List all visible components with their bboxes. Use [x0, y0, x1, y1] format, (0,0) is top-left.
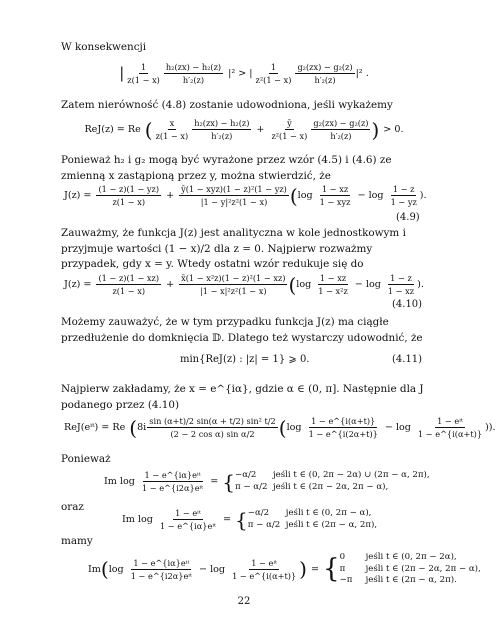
- equation-5: min{ReJ(z) : |z| = 1} ⩾ 0. (4.11): [180, 354, 423, 365]
- paragraph-9: mamy: [61, 535, 93, 547]
- equation-9: Im ( log $\frac{\text{1 − e\textasciicircum{}\{iα\}eⁱᵗ}}{\text{1 − e\textasciicircum{}\{i2α\}eⁱᵗ}}$ − log $\frac{\text{1 − eⁱᵗ}}{1 - e\^{}\{i(\alpha+t)\}}$ ) = { 0 jeśli t ∈ (0, 2π − 2α), π jeśli t ∈ (2π − 2α, 2π − α), −π jeśli t ∈ (2π − α, 2π).: [88, 552, 481, 585]
- paragraph-8: oraz: [61, 501, 84, 513]
- equation-4: J(z) = $\frac{(1 - z)(1 - xz)}{z(1 - x)}$ + $\frac{\text{x̄(1 − x²z)(1 − z)²(1 − xz)}}{\text{|1 − x|²z²(1 − x)}}$ ( log $\frac{1 - xz}{\text{1 − x²z}}$ − log $\frac{1 - z}{1 - xz}$ ). (4.10): [64, 272, 424, 310]
- paragraph-3: Ponieważ h₂ i g₂ mogą być wyrażone przez wzór (4.5) i (4.6) ze zmienną x zastąpioną przez y, można stwierdzić, że: [61, 154, 392, 182]
- equation-8: Im log $\frac{\text{1 − eⁱᵗ}}{\text{1 − e\textasciicircum{}\{iα\}eⁱᵗ}}$ = { −α/2 jeśli t ∈ (0, 2π − α), π − α/2 jeśli t ∈ (2π − α, 2π),: [122, 507, 378, 532]
- equation-1: | $\frac{1}{z(1 - x)}$ $\frac{\text{h₂(zx) − h₂(z)}}{\text{h′₂(z)}}$ |² > | $\frac{1}{\text{z²(1 − x)}}$ $\frac{\text{g₂(zx) − g₂(z)}}{\text{h′₂(z)}}$ |² .: [119, 62, 369, 85]
- equation-tag-4-10: (4.10): [392, 299, 423, 310]
- equation-2: ReJ(z) = Re ( $\frac{x}{z(1 - x)}$ $\frac{\text{h₂(zx) − h₂(z)}}{\text{h′₂(z)}}$ + $\frac{ȳ}{\text{z²(1 − x)}}$ $\frac{\text{g₂(zx) − g₂(z)}}{\text{h′₂(z)}}$ ) > 0.: [84, 117, 404, 142]
- paragraph-4: Zauważmy, że funkcja J(z) jest analityczna w kole jednostkowym i przyjmuje wartości (1 − x)/2 dla z = 0. Najpierw rozważmy przypadek, gdy x = y. Wtedy ostatni wzór redukuje się do: [61, 227, 406, 271]
- equation-7: Im log $\frac{\text{1 − e\textasciicircum{}\{iα\}eⁱᵗ}}{\text{1 − e\textasciicircum{}\{i2α\}eⁱᵗ}}$ = { −α/2 jeśli t ∈ (0, 2π − 2α) ∪ (2π − α, 2π), π − α/2 jeśli t ∈ (2π − 2α, 2π − α),: [104, 469, 430, 494]
- equation-tag-4-11: (4.11): [392, 354, 423, 365]
- page-number: 22: [237, 596, 251, 607]
- paragraph-1: W konsekwencji: [61, 41, 147, 53]
- paragraph-5: Możemy zauważyć, że w tym przypadku funkcja J(z) ma ciągłe przedłużenie do domknięcia 𝔻. Dlatego też wystarczy udowodnić, że: [61, 316, 423, 344]
- equation-6: ReJ(eⁱᵗ) = Re ( 8i $\frac{\text{sin (α+t)/2 sin(α + t/2) sin² t/2}}{\text{(2 − 2 cos α) sin α/2}}$ ( log $\frac{1 - e\^{}\{i(\alpha+t)\}}{1 - e\^{}\{i(2\alpha+t)\}}$ − log $\frac{\text{1 − eⁱᵗ}}{1 - e\^{}\{i(\alpha+t)\}}$ )).: [64, 415, 496, 440]
- equation-tag-4-9: (4.9): [396, 212, 420, 223]
- paragraph-6: Najpierw zakładamy, że x = e^{iα}, gdzie α ∈ (0, π]. Następnie dla J podanego przez (4.10): [61, 383, 424, 411]
- paragraph-7: Ponieważ: [61, 453, 111, 465]
- equation-3: J(z) = $\frac{(1 - z)(1 - yz)}{z(1 - x)}$ + $\frac{\text{ȳ(1 − xyz)(1 − z)²(1 − yz)}}{\text{|1 − y|²z²(1 − x)}}$ ( log $\frac{1 - xz}{\text{1 − xyz}}$ − log $\frac{1 - z}{1 - yz}$ ). (4.9): [64, 183, 427, 223]
- paragraph-2: Zatem nierówność (4.8) zostanie udowodniona, jeśli wykażemy: [61, 99, 393, 111]
